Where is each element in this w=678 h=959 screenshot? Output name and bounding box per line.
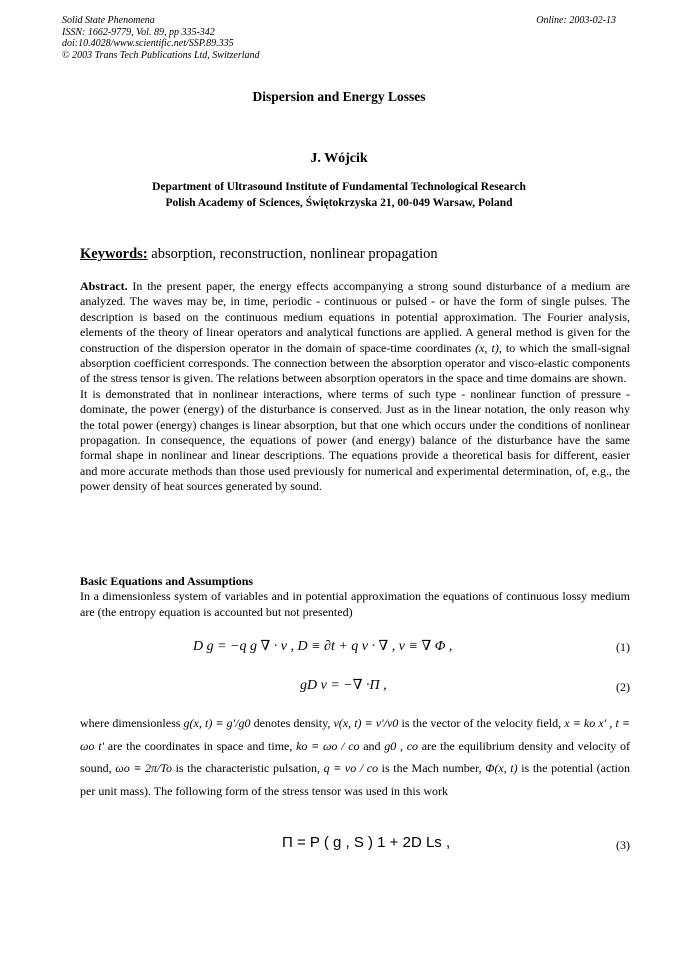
section-title: Basic Equations and Assumptions [80, 574, 254, 588]
equation-3: Π = P ( g , S ) 1 + 2D Ls , [282, 834, 451, 851]
math-pulsation: ωo ≡ 2π/To [115, 761, 172, 775]
variables-paragraph [80, 712, 630, 802]
text-run: are the equilibrium density and velocity of sound, [80, 738, 631, 775]
online-date: Online: 2003-02-13 [536, 15, 616, 26]
abstract-text-a: In the present paper, the energy effects accompanying a strong sound disturbance of a medium are analyzed. The waves may be, in time, periodic - continuous or pulsed - or have the form of single pulses. The description is based on the continuous medium equations in potential approximation. The Fourier analysis, elements of the theory of linear operators and analytical functions are applied. A general method is given for the construction of the dispersion operator in the domain of space-time coordinates [80, 279, 630, 355]
abstract-coords: (x, t) [475, 340, 499, 355]
affiliation-line-1: Department of Ultrasound Institute of Fundamental Technological Research [152, 181, 526, 193]
text-run: denotes density, [250, 716, 334, 730]
keywords [80, 246, 438, 263]
abstract [80, 279, 630, 495]
paper-title: Dispersion and Energy Losses [252, 89, 426, 104]
affiliation-line-2: Polish Academy of Sciences, Świętokrzyska 21, 00-049 Warsaw, Poland [165, 196, 513, 209]
equation-1-number: (1) [616, 640, 630, 654]
math-potential: Φ(x, t) [485, 761, 518, 775]
author-name: J. Wójcik [310, 151, 368, 166]
text-run: is the characteristic pulsation, [171, 761, 324, 775]
text-run: is the Mach number, [378, 761, 486, 775]
abstract-text-b: , to which the small-signal absorption coefficient corresponds. The connection between the absorption operator and visco-elastic components of the stress tensor is given. The relations between absorption operators in the space and time domains are shown. [80, 340, 630, 386]
text-run: where dimensionless [80, 716, 184, 730]
math-wavenumber: ko ≡ ωo / co [296, 738, 360, 753]
math-equilibrium: g0 , co [384, 738, 419, 753]
abstract-paragraph-1 [80, 279, 630, 387]
equation-2: gD v = −∇ ·Π , [300, 678, 387, 693]
section-basic-equations [80, 574, 630, 620]
text-run: is the potential (action per unit mass). The following form of the stress tensor was used in this work [80, 761, 630, 798]
math-coordinates: x ≡ ko x' , t ≡ ωo t' [80, 716, 631, 753]
equation-1: D g = −q g ∇ · v , D ≡ ∂t + q v · ∇ , v ≡ ∇ Φ , [193, 639, 453, 654]
journal-name: Solid State Phenomena [62, 15, 155, 26]
text-run: are the coordinates in space and time, [104, 738, 297, 753]
section-intro: In a dimensionless system of variables and in potential approximation the equations of continuous lossy medium are (the entropy equation is accounted but not presented) [80, 589, 630, 619]
keywords-text: absorption, reconstruction, nonlinear propagation [147, 246, 438, 262]
journal-header [62, 15, 422, 61]
keywords-label: Keywords: [80, 246, 148, 262]
abstract-label: Abstract. [80, 279, 128, 293]
equation-3-number: (3) [616, 838, 630, 852]
text-run: and [359, 738, 385, 753]
issn-line: ISSN: 1662-9779, Vol. 89, pp 335-342 [62, 26, 215, 38]
doi-line: doi:10.4028/www.scientific.net/SSP.89.335 [62, 38, 234, 49]
copyright-line: © 2003 Trans Tech Publications Ltd, Switzerland [62, 49, 260, 61]
math-velocity: v(x, t) ≡ v'/v0 [333, 716, 399, 730]
equation-2-number: (2) [616, 680, 630, 694]
math-density: g(x, t) ≡ g'/g0 [183, 716, 251, 730]
affiliation [0, 180, 678, 211]
math-mach: q ≡ vo / co [323, 761, 379, 775]
abstract-paragraph-2: It is demonstrated that in nonlinear interactions, where terms of such type - nonlinear function of pressure - dominate, the power (energy) of the disturbance is conserved. Just as in the linear notation, the only reason why the total power (energy) changes is linear absorption, but that one which occurs under the conditions of nonlinear propagation. In consequence, the equations of power (and energy) balance of the disturbance have the same formal shape in nonlinear and linear descriptions. The equations provide a theoretical basis for different, easier and more accurate methods than those used previously for numerical and experimental determination, of, e.g., the power density of heat sources generated by sound. [80, 386, 630, 494]
text-run: is the vector of the velocity field, [398, 716, 565, 730]
